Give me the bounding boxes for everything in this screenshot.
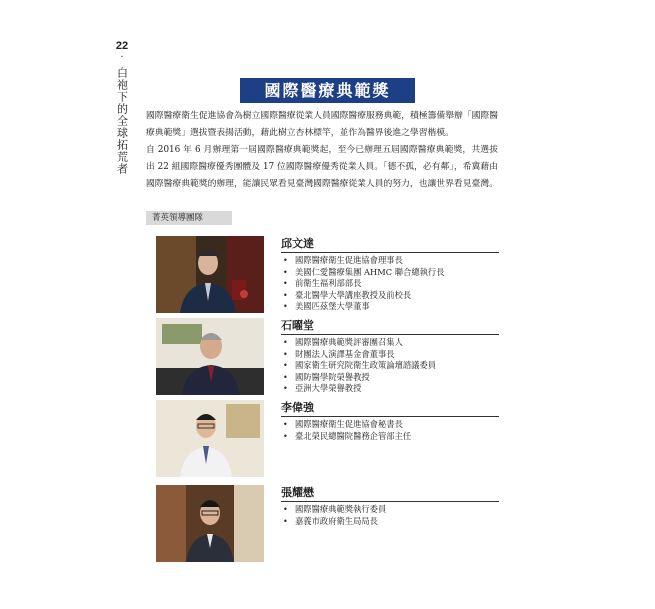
person-card-3: [281, 400, 499, 442]
role-item: • 國際醫療衛生促進協會秘書長: [281, 419, 499, 431]
person-card-1: [281, 236, 499, 313]
book-title: 白袍下的全球拓荒者: [115, 67, 129, 175]
role-item: • 亞洲大學榮譽教授: [281, 383, 499, 395]
portrait-photo-3: [156, 400, 264, 477]
role-item: • 國際醫療典範獎評審團召集人: [281, 337, 499, 349]
role-item: • 國家衛生研究院衛生政策論壇諮議委員: [281, 360, 499, 372]
role-list: [281, 504, 499, 527]
role-item: • 美國仁愛醫療集團 AHMC 聯合總執行長: [281, 267, 499, 279]
intro-text: [146, 108, 498, 193]
person-card-4: [281, 485, 499, 527]
subsection-label: 菁英領導團隊: [146, 211, 232, 225]
person-name: 李偉強: [281, 400, 499, 417]
separator-dot: ·: [120, 52, 124, 63]
person-name: 邱文達: [281, 236, 499, 253]
role-item: • 國際醫療衛生促進協會理事長: [281, 255, 499, 267]
role-item: • 財團法人演譯基金會董事長: [281, 349, 499, 361]
page-number: 22: [115, 40, 129, 52]
role-item: • 嘉義市政府衛生局局長: [281, 516, 499, 528]
role-item: • 國防醫學院榮譽教授: [281, 372, 499, 384]
person-name: 張耀懋: [281, 485, 499, 502]
person-name: 石曜堂: [281, 318, 499, 335]
section-title: 國際醫療典範獎: [240, 78, 415, 103]
role-list: [281, 419, 499, 442]
role-list: [281, 337, 499, 395]
portrait-photo-2: [156, 318, 264, 395]
role-item: • 臺北醫學大學講座教授及前校長: [281, 290, 499, 302]
portrait-photo-1: [156, 236, 264, 313]
role-item: • 前衛生福利部部長: [281, 278, 499, 290]
page-sidebar: [112, 40, 132, 175]
role-item: • 國際醫療典範獎執行委員: [281, 504, 499, 516]
portrait-photo-4: [156, 485, 264, 562]
role-list: [281, 255, 499, 313]
intro-paragraph-1: 國際醫療衛生促進協會為樹立國際醫療從業人員國際醫療服務典範，積極籌備舉辦「國際醫療典範獎」選拔暨表揚活動，藉此樹立杏林標竿，並作為醫界後進之學習楷模。: [146, 111, 498, 138]
person-card-2: [281, 318, 499, 395]
role-item: • 美國匹茲堡大學董事: [281, 301, 499, 313]
role-item: • 臺北榮民總醫院醫務企管部主任: [281, 431, 499, 443]
intro-paragraph-2: 自 2016 年 6 月辦理第一屆國際醫療典範獎起，至今已辦理五屆國際醫療典範獎，共選拔出 22 組國際醫療優秀團體及 17 位國際醫療優秀從業人員。「德不孤，必有鄰」，希冀藉由國際醫療典範獎的辦理，能讓民眾看見臺灣國際醫療從業人員的努力，也讓世界看見臺灣。: [146, 145, 498, 189]
